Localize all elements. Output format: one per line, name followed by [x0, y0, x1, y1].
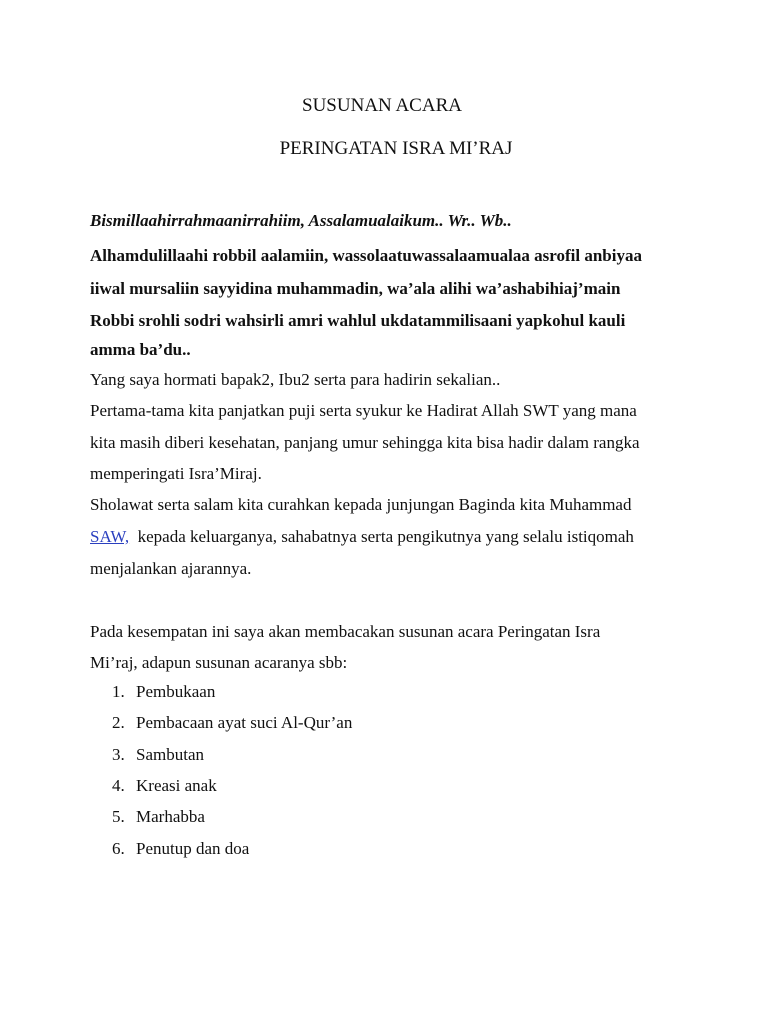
opening-line: amma ba’du..: [90, 340, 191, 359]
agenda-number: 5.: [112, 807, 125, 826]
agenda-label: Pembacaan ayat suci Al-Qur’an: [136, 713, 353, 732]
opening-line: Robbi srohli sodri wahsirli amri wahlul ukdatammilisaani yapkohul kauli: [90, 311, 626, 330]
intro-line: Mi’raj, adapun susunan acaranya sbb:: [90, 653, 348, 672]
opening-line: iiwal mursaliin sayyidina muhammadin, wa’ala alihi wa’ashabihiaj’main: [90, 279, 621, 298]
agenda-label: Kreasi anak: [136, 776, 217, 795]
agenda-item: [112, 839, 249, 859]
body-line: menjalankan ajarannya.: [90, 559, 252, 578]
agenda-item: [112, 745, 204, 765]
agenda-item: [112, 807, 205, 827]
body-line: [90, 527, 634, 547]
body-line: kita masih diberi kesehatan, panjang umur sehingga kita bisa hadir dalam rangka: [90, 433, 640, 452]
opening-line: Alhamdulillaahi robbil aalamiin, wassolaatuwassalaamualaa asrofil anbiyaa: [90, 246, 642, 265]
document-subtitle: PERINGATAN ISRA MI’RAJ: [279, 138, 513, 159]
body-line: memperingati Isra’Miraj.: [90, 464, 262, 483]
agenda-number: 4.: [112, 776, 125, 795]
agenda-item: [112, 776, 217, 796]
agenda-item: [112, 713, 352, 733]
agenda-label: Pembukaan: [136, 682, 216, 701]
agenda-number: 2.: [112, 713, 125, 732]
agenda-label: Sambutan: [136, 745, 204, 764]
agenda-number: 1.: [112, 682, 125, 701]
agenda-label: Penutup dan doa: [136, 839, 250, 858]
saw-link[interactable]: SAW,: [90, 527, 130, 546]
opening-greeting: Bismillaahirrahmaanirrahiim, Assalamualaikum.. Wr.. Wb..: [90, 211, 512, 230]
document-title: SUSUNAN ACARA: [302, 95, 462, 116]
body-line: Sholawat serta salam kita curahkan kepada junjungan Baginda kita Muhammad: [90, 495, 632, 514]
body-text: kepada keluarganya, sahabatnya serta pengikutnya yang selalu istiqomah: [137, 527, 634, 546]
intro-line: Pada kesempatan ini saya akan membacakan susunan acara Peringatan Isra: [90, 622, 601, 641]
body-line: Pertama-tama kita panjatkan puji serta syukur ke Hadirat Allah SWT yang mana: [90, 401, 637, 420]
body-line: Yang saya hormati bapak2, Ibu2 serta para hadirin sekalian..: [90, 370, 501, 389]
agenda-label: Marhabba: [136, 807, 205, 826]
agenda-number: 3.: [112, 745, 125, 764]
agenda-number: 6.: [112, 839, 125, 858]
agenda-item: [112, 682, 215, 702]
